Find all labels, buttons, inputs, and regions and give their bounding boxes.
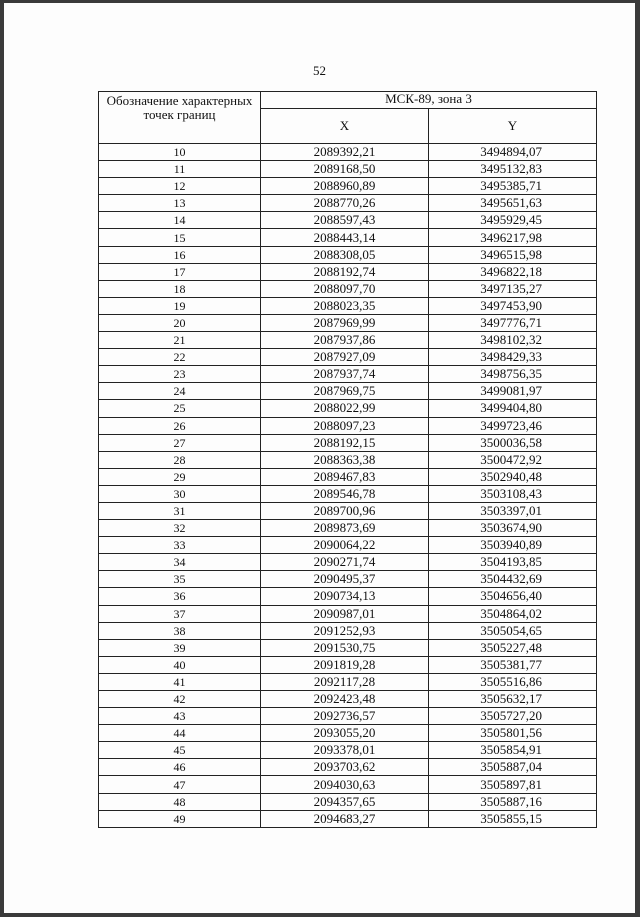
x-coordinate-cell: 2088097,23 [261,417,429,434]
y-coordinate-cell: 3495651,63 [429,195,597,212]
y-coordinate-cell: 3495132,83 [429,161,597,178]
y-coordinate-cell: 3494894,07 [429,144,597,161]
x-coordinate-cell: 2087937,74 [261,366,429,383]
y-coordinate-cell: 3505054,65 [429,622,597,639]
table-row [99,451,597,468]
table-row [99,400,597,417]
y-coordinate-cell: 3503397,01 [429,502,597,519]
table-row [99,725,597,742]
x-coordinate-cell: 2089700,96 [261,502,429,519]
point-number-cell: 35 [99,571,261,588]
y-coordinate-cell: 3499081,97 [429,383,597,400]
y-coordinate-cell: 3502940,48 [429,468,597,485]
point-number-cell: 10 [99,144,261,161]
table-row [99,468,597,485]
y-coordinate-cell: 3504864,02 [429,605,597,622]
table-row [99,246,597,263]
x-coordinate-cell: 2092736,57 [261,708,429,725]
x-coordinate-cell: 2088022,99 [261,400,429,417]
table-body [99,144,597,828]
point-number-cell: 14 [99,212,261,229]
point-number-cell: 19 [99,297,261,314]
y-coordinate-cell: 3496822,18 [429,263,597,280]
table-row [99,212,597,229]
y-coordinate-cell: 3499404,80 [429,400,597,417]
x-coordinate-cell: 2088097,70 [261,280,429,297]
y-coordinate-cell: 3503108,43 [429,485,597,502]
table-row [99,759,597,776]
point-number-cell: 26 [99,417,261,434]
document-page [4,3,635,913]
y-coordinate-cell: 3499723,46 [429,417,597,434]
table-row [99,485,597,502]
table-row [99,742,597,759]
x-coordinate-cell: 2090987,01 [261,605,429,622]
table-row [99,314,597,331]
y-coordinate-cell: 3504656,40 [429,588,597,605]
point-number-cell: 46 [99,759,261,776]
table-row [99,195,597,212]
point-number-cell: 29 [99,468,261,485]
table-row [99,520,597,537]
x-coordinate-cell: 2091819,28 [261,656,429,673]
point-number-cell: 44 [99,725,261,742]
y-coordinate-cell: 3500036,58 [429,434,597,451]
x-coordinate-cell: 2087969,99 [261,314,429,331]
table-row [99,810,597,827]
point-number-cell: 31 [99,502,261,519]
page-number: 52 [313,63,326,78]
header-y: Y [429,109,597,144]
x-coordinate-cell: 2092423,48 [261,691,429,708]
y-coordinate-cell: 3498756,35 [429,366,597,383]
x-coordinate-cell: 2088960,89 [261,178,429,195]
table-row [99,263,597,280]
point-number-cell: 25 [99,400,261,417]
point-number-cell: 42 [99,691,261,708]
table-row [99,793,597,810]
y-coordinate-cell: 3505727,20 [429,708,597,725]
point-number-cell: 40 [99,656,261,673]
y-coordinate-cell: 3505887,16 [429,793,597,810]
x-coordinate-cell: 2090064,22 [261,537,429,554]
point-number-cell: 20 [99,314,261,331]
x-coordinate-cell: 2092117,28 [261,673,429,690]
point-number-cell: 47 [99,776,261,793]
x-coordinate-cell: 2087969,75 [261,383,429,400]
x-coordinate-cell: 2088308,05 [261,246,429,263]
table-row [99,229,597,246]
x-coordinate-cell: 2093703,62 [261,759,429,776]
y-coordinate-cell: 3505632,17 [429,691,597,708]
x-coordinate-cell: 2087927,09 [261,349,429,366]
table-row [99,502,597,519]
point-number-cell: 16 [99,246,261,263]
point-number-cell: 49 [99,810,261,827]
x-coordinate-cell: 2089392,21 [261,144,429,161]
point-number-cell: 21 [99,332,261,349]
x-coordinate-cell: 2089168,50 [261,161,429,178]
point-number-cell: 32 [99,520,261,537]
x-coordinate-cell: 2088770,26 [261,195,429,212]
table-row [99,349,597,366]
point-number-cell: 41 [99,673,261,690]
table-row [99,383,597,400]
table-row [99,297,597,314]
x-coordinate-cell: 2088023,35 [261,297,429,314]
y-coordinate-cell: 3505897,81 [429,776,597,793]
x-coordinate-cell: 2088192,15 [261,434,429,451]
y-coordinate-cell: 3498429,33 [429,349,597,366]
table-row [99,691,597,708]
table-row [99,656,597,673]
y-coordinate-cell: 3495385,71 [429,178,597,195]
table-row [99,673,597,690]
x-coordinate-cell: 2091530,75 [261,639,429,656]
y-coordinate-cell: 3497135,27 [429,280,597,297]
y-coordinate-cell: 3497776,71 [429,314,597,331]
point-number-cell: 13 [99,195,261,212]
x-coordinate-cell: 2093055,20 [261,725,429,742]
table-row [99,605,597,622]
x-coordinate-cell: 2088443,14 [261,229,429,246]
table-row [99,708,597,725]
point-number-cell: 39 [99,639,261,656]
x-coordinate-cell: 2090495,37 [261,571,429,588]
point-number-cell: 38 [99,622,261,639]
point-number-cell: 28 [99,451,261,468]
y-coordinate-cell: 3496217,98 [429,229,597,246]
y-coordinate-cell: 3504193,85 [429,554,597,571]
table-row [99,571,597,588]
point-number-cell: 30 [99,485,261,502]
y-coordinate-cell: 3503940,89 [429,537,597,554]
table-row [99,366,597,383]
x-coordinate-cell: 2089546,78 [261,485,429,502]
point-number-cell: 34 [99,554,261,571]
table-row [99,144,597,161]
x-coordinate-cell: 2088597,43 [261,212,429,229]
table-row [99,280,597,297]
x-coordinate-cell: 2089873,69 [261,520,429,537]
table-row [99,554,597,571]
header-point-designation: Обозначение характерных точек границ [99,92,261,144]
y-coordinate-cell: 3503674,90 [429,520,597,537]
point-number-cell: 48 [99,793,261,810]
x-coordinate-cell: 2090734,13 [261,588,429,605]
y-coordinate-cell: 3505801,56 [429,725,597,742]
y-coordinate-cell: 3505855,15 [429,810,597,827]
point-number-cell: 33 [99,537,261,554]
table-row [99,588,597,605]
y-coordinate-cell: 3500472,92 [429,451,597,468]
table-row [99,639,597,656]
y-coordinate-cell: 3504432,69 [429,571,597,588]
table-row [99,417,597,434]
point-number-cell: 43 [99,708,261,725]
header-x: X [261,109,429,144]
point-number-cell: 15 [99,229,261,246]
table-row [99,434,597,451]
x-coordinate-cell: 2094030,63 [261,776,429,793]
point-number-cell: 18 [99,280,261,297]
point-number-cell: 23 [99,366,261,383]
point-number-cell: 12 [99,178,261,195]
x-coordinate-cell: 2094357,65 [261,793,429,810]
point-number-cell: 11 [99,161,261,178]
x-coordinate-cell: 2088363,38 [261,451,429,468]
y-coordinate-cell: 3505381,77 [429,656,597,673]
table-row [99,161,597,178]
point-number-cell: 36 [99,588,261,605]
x-coordinate-cell: 2094683,27 [261,810,429,827]
y-coordinate-cell: 3496515,98 [429,246,597,263]
point-number-cell: 45 [99,742,261,759]
x-coordinate-cell: 2087937,86 [261,332,429,349]
y-coordinate-cell: 3505516,86 [429,673,597,690]
table-row [99,178,597,195]
x-coordinate-cell: 2089467,83 [261,468,429,485]
table-row [99,332,597,349]
x-coordinate-cell: 2090271,74 [261,554,429,571]
x-coordinate-cell: 2088192,74 [261,263,429,280]
point-number-cell: 24 [99,383,261,400]
header-coordinate-system: МСК-89, зона 3 [261,92,597,109]
point-number-cell: 17 [99,263,261,280]
x-coordinate-cell: 2093378,01 [261,742,429,759]
y-coordinate-cell: 3498102,32 [429,332,597,349]
x-coordinate-cell: 2091252,93 [261,622,429,639]
y-coordinate-cell: 3505887,04 [429,759,597,776]
point-number-cell: 27 [99,434,261,451]
table-row [99,537,597,554]
y-coordinate-cell: 3505227,48 [429,639,597,656]
point-number-cell: 22 [99,349,261,366]
y-coordinate-cell: 3495929,45 [429,212,597,229]
coordinates-table [98,91,597,828]
table-row [99,776,597,793]
y-coordinate-cell: 3505854,91 [429,742,597,759]
y-coordinate-cell: 3497453,90 [429,297,597,314]
table-row [99,622,597,639]
point-number-cell: 37 [99,605,261,622]
